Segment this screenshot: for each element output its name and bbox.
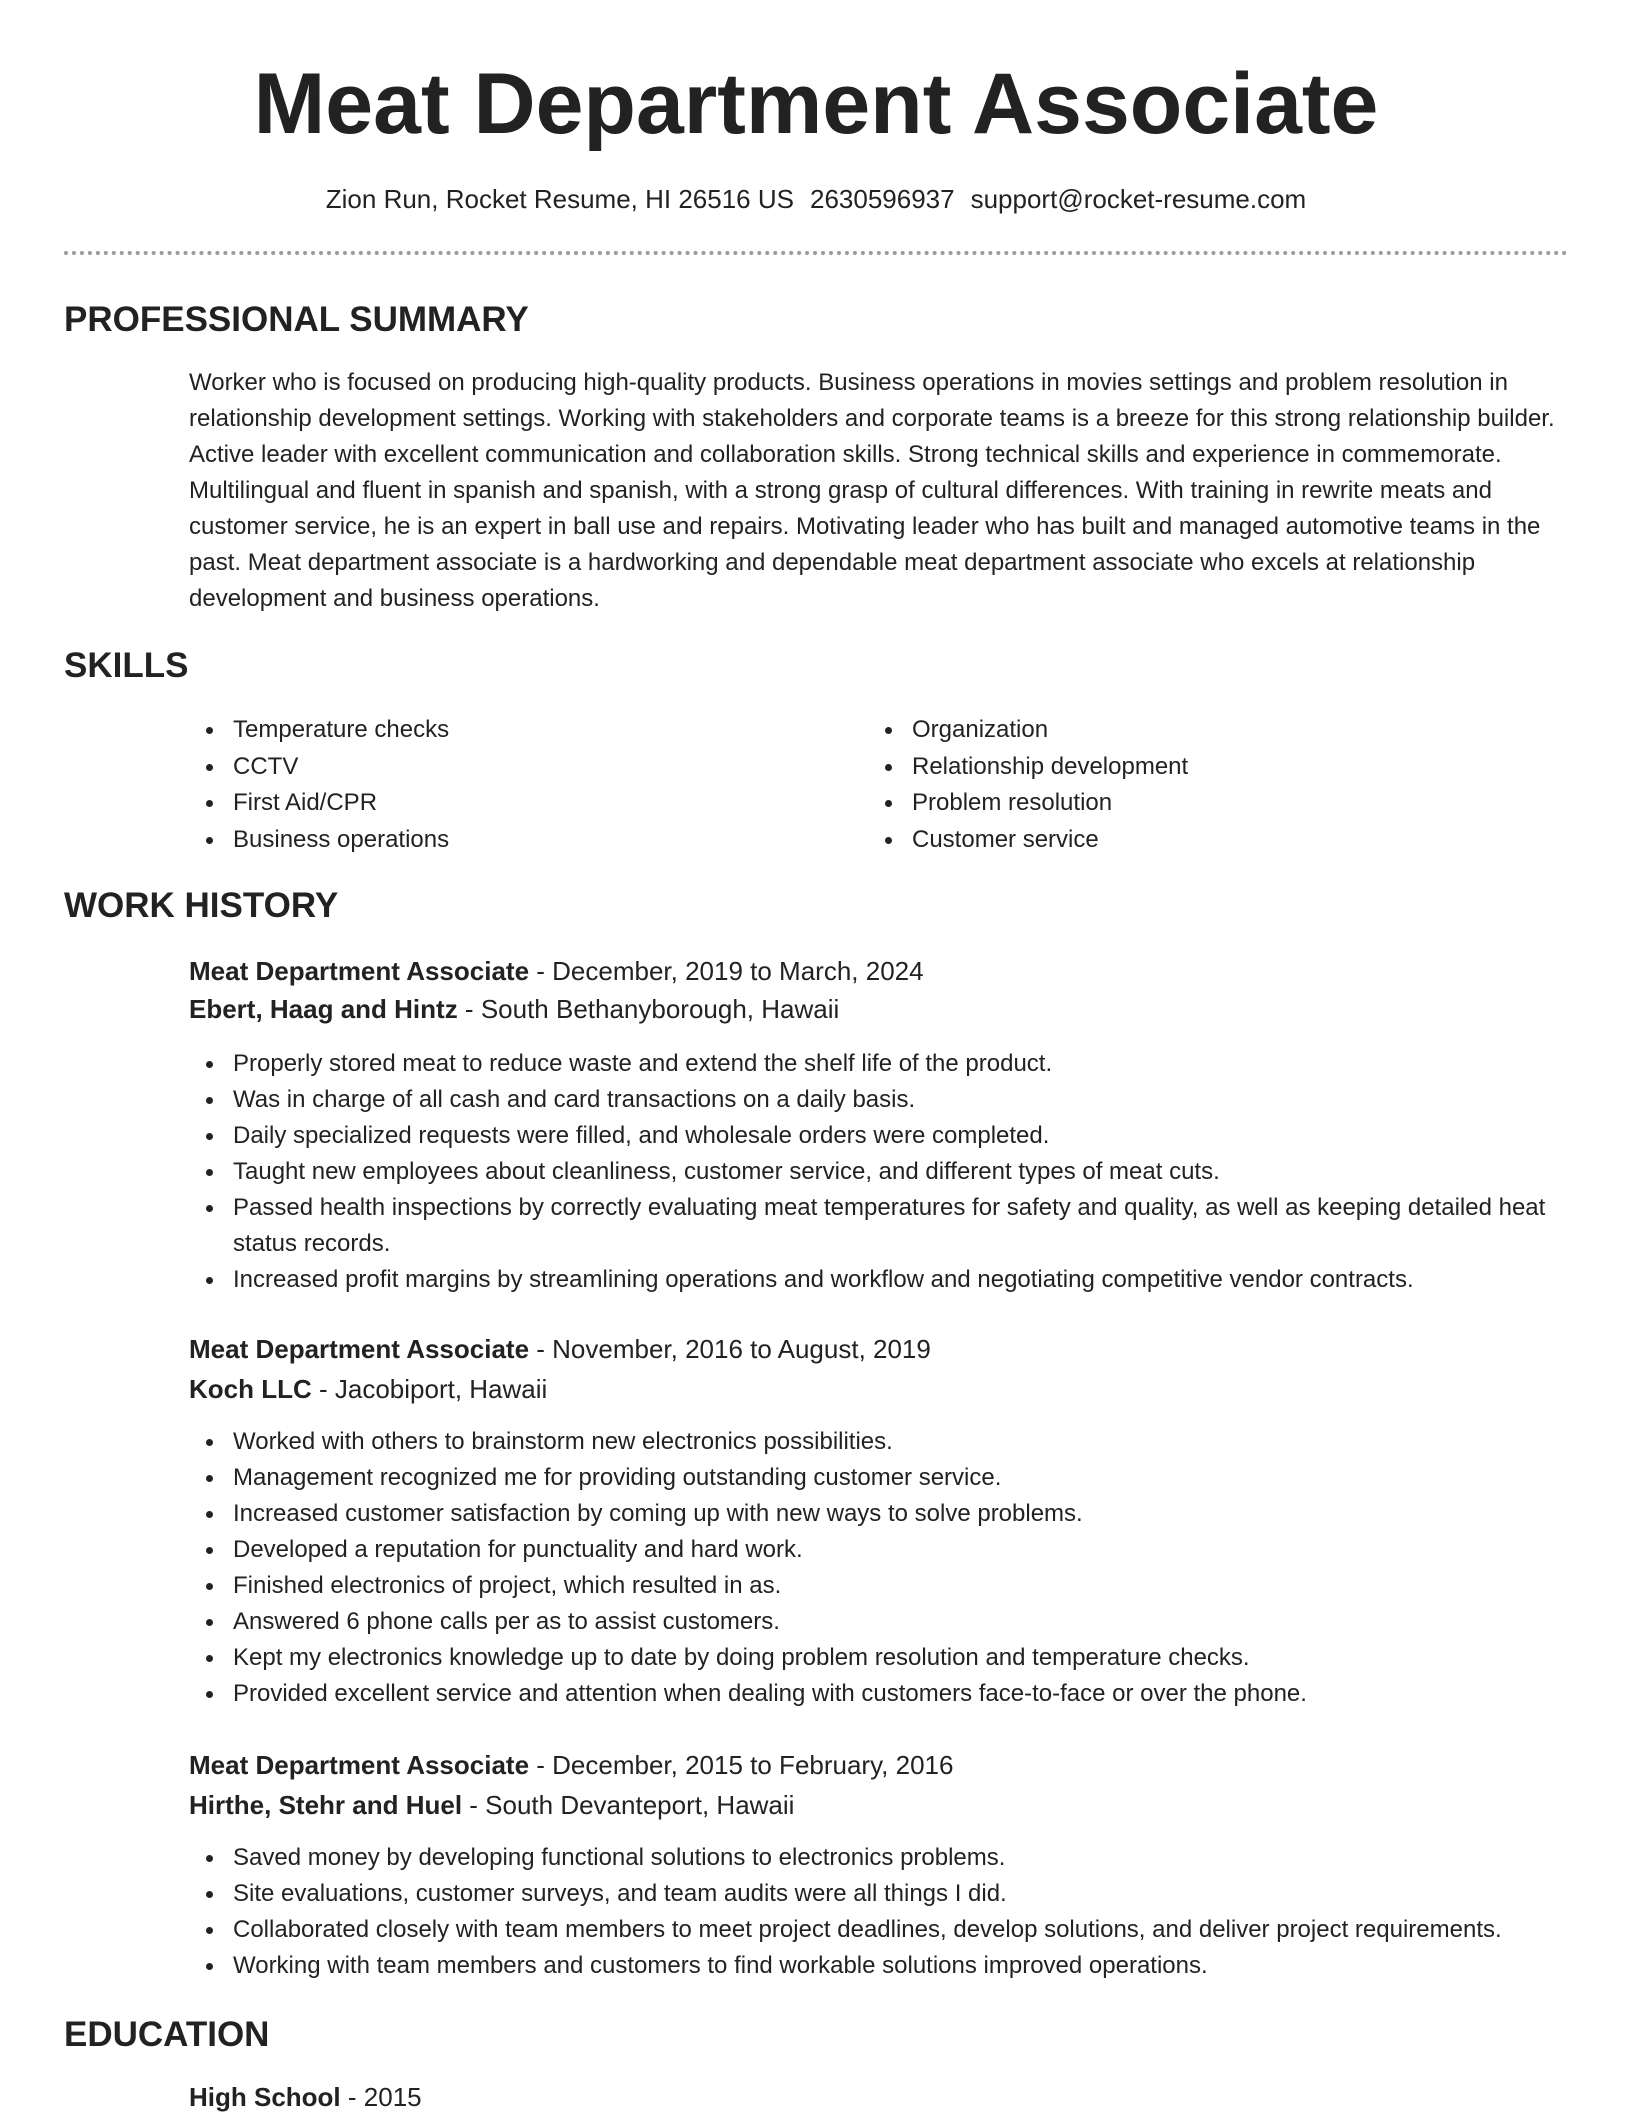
job-duty: Kept my electronics knowledge up to date by doing problem resolution and temperature checks. (189, 1640, 1589, 1676)
job-title-line (189, 1747, 953, 1783)
contact-phone: 2630596937 (809, 184, 955, 214)
education-year: 2015 (363, 2082, 422, 2112)
header-divider (64, 251, 1568, 255)
job-company-line (189, 1371, 547, 1407)
separator: - (529, 1334, 553, 1364)
job-duty: Was in charge of all cash and card transactions on a daily basis. (189, 1082, 1589, 1118)
job-location: South Devanteport, Hawaii (485, 1790, 795, 1820)
job-duty: Daily specialized requests were filled, and wholesale orders were completed. (189, 1118, 1589, 1154)
job-title: Meat Department Associate (189, 1334, 530, 1364)
job-duty: Finished electronics of project, which resulted in as. (189, 1568, 1589, 1604)
job-location: Jacobiport, Hawaii (334, 1374, 548, 1404)
job-duty: Site evaluations, customer surveys, and team audits were all things I did. (189, 1876, 1589, 1912)
skill-item: Business operations (189, 822, 449, 859)
separator: - (462, 1790, 486, 1820)
skill-item: Relationship development (868, 749, 1188, 786)
summary-heading: PROFESSIONAL SUMMARY (64, 300, 529, 339)
skill-item: First Aid/CPR (189, 785, 449, 822)
skill-item: CCTV (189, 749, 449, 786)
separator: - (311, 1374, 335, 1404)
separator: - (340, 2082, 364, 2112)
contact-email: support@rocket-resume.com (970, 184, 1307, 214)
job-company: Koch LLC (189, 1374, 312, 1404)
job-duty: Developed a reputation for punctuality and hard work. (189, 1532, 1589, 1568)
skill-item: Customer service (868, 822, 1188, 859)
education-heading: EDUCATION (64, 2015, 270, 2054)
job-duties-list (189, 1840, 1589, 1984)
education-degree: High School (189, 2082, 341, 2112)
job-duty: Properly stored meat to reduce waste and extend the shelf life of the product. (189, 1046, 1589, 1082)
job-duty: Management recognized me for providing outstanding customer service. (189, 1460, 1589, 1496)
separator: - (529, 1750, 553, 1780)
job-title-line (189, 1331, 931, 1367)
skills-list-left (189, 712, 449, 858)
skill-item: Temperature checks (189, 712, 449, 749)
job-duty: Provided excellent service and attention when dealing with customers face-to-face or over the phone. (189, 1676, 1589, 1712)
skills-list-right (868, 712, 1188, 858)
job-title: Meat Department Associate (189, 1750, 530, 1780)
skill-item: Organization (868, 712, 1188, 749)
skill-item: Problem resolution (868, 785, 1188, 822)
job-company: Hirthe, Stehr and Huel (189, 1790, 463, 1820)
job-title-line (189, 953, 924, 989)
job-dates: December, 2015 to February, 2016 (552, 1750, 954, 1780)
job-duty: Working with team members and customers to find workable solutions improved operations. (189, 1948, 1589, 1984)
job-duty: Increased profit margins by streamlining operations and workflow and negotiating competitive vendor contracts. (189, 1262, 1589, 1298)
job-dates: November, 2016 to August, 2019 (552, 1334, 931, 1364)
job-duty: Taught new employees about cleanliness, customer service, and different types of meat cuts. (189, 1154, 1589, 1190)
summary-text: Worker who is focused on producing high-quality products. Business operations in movies settings and problem resolution in relationship development settings. Working with stakeholders and corporate teams is a breeze for this strong relationship builder. Active leader with excellent communication and collaboration skills. Strong technical skills and experience in commemorate. Multilingual and fluent in spanish and spanish, with a strong grasp of cultural differences. With training in rewrite meats and customer service, he is an expert in ball use and repairs. Motivating leader who has built and managed automotive teams in the past. Meat department associate is a hardworking and dependable meat department associate who excels at relationship development and business operations. (189, 369, 1555, 612)
job-duty: Answered 6 phone calls per as to assist customers. (189, 1604, 1589, 1640)
job-duty: Collaborated closely with team members to meet project deadlines, develop solutions, and deliver project requirements. (189, 1912, 1589, 1948)
contact-line (0, 182, 1632, 216)
job-title: Meat Department Associate (189, 956, 530, 986)
job-dates: December, 2019 to March, 2024 (552, 956, 924, 986)
separator: - (457, 994, 481, 1024)
separator: - (529, 956, 553, 986)
candidate-name: Meat Department Associate (253, 56, 1379, 152)
education-entry (189, 2079, 422, 2115)
job-duties-list (189, 1424, 1589, 1712)
contact-address: Zion Run, Rocket Resume, HI 26516 US (325, 184, 794, 214)
job-location: South Bethanyborough, Hawaii (480, 994, 840, 1024)
job-duty: Increased customer satisfaction by coming up with new ways to solve problems. (189, 1496, 1589, 1532)
skills-heading: SKILLS (64, 646, 189, 685)
work-history-heading: WORK HISTORY (64, 886, 339, 925)
job-duty: Saved money by developing functional solutions to electronics problems. (189, 1840, 1589, 1876)
job-duties-list (189, 1046, 1589, 1298)
job-duty: Worked with others to brainstorm new electronics possibilities. (189, 1424, 1589, 1460)
job-company-line (189, 1787, 794, 1823)
job-company: Ebert, Haag and Hintz (189, 994, 458, 1024)
job-company-line (189, 991, 839, 1027)
job-duty: Passed health inspections by correctly evaluating meat temperatures for safety and quality, as well as keeping detailed heat status records. (189, 1190, 1589, 1262)
